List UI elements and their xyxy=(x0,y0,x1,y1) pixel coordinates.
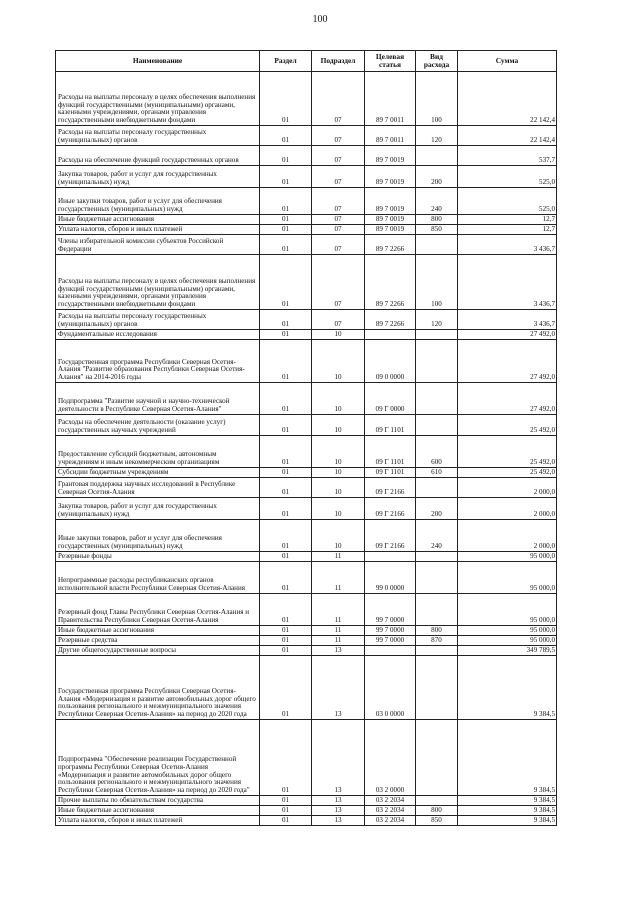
row-expense-type-cell: 600 xyxy=(416,436,458,468)
row-target-article-cell: 99 7 0000 xyxy=(365,636,416,646)
row-target-article-cell: 89 7 0011 xyxy=(365,72,416,126)
row-amount-cell: 3 436,7 xyxy=(458,255,557,310)
header-target-article: Целевая статья xyxy=(365,51,416,72)
row-section-cell: 01 xyxy=(260,478,312,498)
row-target-article-cell: 09 Г 1101 xyxy=(365,436,416,468)
row-subsection-cell: 13 xyxy=(312,646,365,656)
row-target-article-cell: 03 2 2034 xyxy=(365,796,416,806)
row-amount-cell: 537,7 xyxy=(458,146,557,166)
row-target-article-cell: 03 2 2034 xyxy=(365,806,416,816)
row-expense-type-cell: 100 xyxy=(416,72,458,126)
row-section-cell: 01 xyxy=(260,310,312,330)
row-amount-cell: 9 384,5 xyxy=(458,806,557,816)
row-target-article-cell: 09 Г 0000 xyxy=(365,383,416,415)
row-name-cell: Иные бюджетные ассигнования xyxy=(56,215,260,225)
row-name-cell: Расходы на выплаты персоналу государственных (муниципальных) органов xyxy=(56,310,260,330)
row-section-cell: 01 xyxy=(260,656,312,720)
row-expense-type-cell xyxy=(416,330,458,340)
row-section-cell: 01 xyxy=(260,126,312,146)
row-subsection-cell: 13 xyxy=(312,656,365,720)
row-expense-type-cell: 610 xyxy=(416,468,458,478)
table-row xyxy=(56,310,557,330)
row-target-article-cell: 89 7 2266 xyxy=(365,310,416,330)
row-expense-type-cell xyxy=(416,656,458,720)
row-name-cell: Уплата налогов, сборов и иных платежей xyxy=(56,816,260,826)
row-expense-type-cell xyxy=(416,796,458,806)
row-subsection-cell: 07 xyxy=(312,215,365,225)
table-row xyxy=(56,255,557,310)
table-row xyxy=(56,594,557,626)
row-amount-cell: 27 492,0 xyxy=(458,383,557,415)
row-expense-type-cell: 850 xyxy=(416,225,458,235)
row-amount-cell: 9 384,5 xyxy=(458,656,557,720)
row-amount-cell: 349 789,5 xyxy=(458,646,557,656)
table-row xyxy=(56,166,557,188)
row-target-article-cell: 03 0 0000 xyxy=(365,656,416,720)
table-row xyxy=(56,383,557,415)
table-row xyxy=(56,562,557,594)
row-target-article-cell: 89 7 2266 xyxy=(365,235,416,255)
table-row xyxy=(56,806,557,816)
table-row xyxy=(56,235,557,255)
table-row xyxy=(56,626,557,636)
row-name-cell: Члены избирательной комиссии субъектов Российской Федерации xyxy=(56,235,260,255)
row-section-cell: 01 xyxy=(260,255,312,310)
table-row xyxy=(56,646,557,656)
table-row xyxy=(56,796,557,806)
table-row xyxy=(56,816,557,826)
row-expense-type-cell xyxy=(416,478,458,498)
row-name-cell: Другие общегосударственные вопросы xyxy=(56,646,260,656)
row-amount-cell: 2 000,0 xyxy=(458,520,557,552)
page-number: 100 xyxy=(312,14,328,25)
row-expense-type-cell xyxy=(416,235,458,255)
row-amount-cell: 9 384,5 xyxy=(458,796,557,806)
row-name-cell: Иные закупки товаров, работ и услуг для обеспечения государственных (муниципальных) нужд xyxy=(56,520,260,552)
row-name-cell: Предоставление субсидий бюджетным, автономным учреждениям и иным некоммерческим организациям xyxy=(56,436,260,468)
row-name-cell: Иные бюджетные ассигнования xyxy=(56,806,260,816)
row-name-cell: Грантовая поддержка научных исследований в Республике Северная Осетия-Алания xyxy=(56,478,260,498)
row-amount-cell: 2 000,0 xyxy=(458,498,557,520)
row-subsection-cell: 13 xyxy=(312,806,365,816)
row-name-cell: Расходы на обеспечение функций государственных органов xyxy=(56,146,260,166)
row-target-article-cell xyxy=(365,330,416,340)
table-row xyxy=(56,720,557,796)
row-section-cell: 01 xyxy=(260,383,312,415)
row-amount-cell: 3 436,7 xyxy=(458,235,557,255)
row-amount-cell: 525,0 xyxy=(458,188,557,215)
row-name-cell: Расходы на выплаты персоналу государственных (муниципальных) органов xyxy=(56,126,260,146)
row-subsection-cell: 07 xyxy=(312,255,365,310)
table-row xyxy=(56,552,557,562)
row-section-cell: 01 xyxy=(260,468,312,478)
row-amount-cell: 3 436,7 xyxy=(458,310,557,330)
table-header-row xyxy=(56,51,557,72)
row-subsection-cell: 10 xyxy=(312,383,365,415)
row-subsection-cell: 10 xyxy=(312,415,365,436)
row-section-cell: 01 xyxy=(260,436,312,468)
row-name-cell: Расходы на обеспечение деятельности (оказание услуг) государственных научных учреждений xyxy=(56,415,260,436)
row-expense-type-cell: 800 xyxy=(416,806,458,816)
row-target-article-cell: 09 Г 2166 xyxy=(365,478,416,498)
row-section-cell: 01 xyxy=(260,166,312,188)
row-name-cell: Субсидии бюджетным учреждениям xyxy=(56,468,260,478)
row-amount-cell: 22 142,4 xyxy=(458,126,557,146)
row-subsection-cell: 07 xyxy=(312,188,365,215)
row-section-cell: 01 xyxy=(260,520,312,552)
row-amount-cell: 95 000,0 xyxy=(458,562,557,594)
row-name-cell: Резервный фонд Главы Республики Северная Осетия-Алания и Правительства Республики Северная Осетия-Алания xyxy=(56,594,260,626)
row-subsection-cell: 10 xyxy=(312,340,365,383)
row-subsection-cell: 10 xyxy=(312,436,365,468)
row-section-cell: 01 xyxy=(260,636,312,646)
row-target-article-cell: 99 0 0000 xyxy=(365,562,416,594)
row-amount-cell: 22 142,4 xyxy=(458,72,557,126)
row-section-cell: 01 xyxy=(260,340,312,383)
table-row xyxy=(56,436,557,468)
row-subsection-cell: 11 xyxy=(312,562,365,594)
row-subsection-cell: 11 xyxy=(312,594,365,626)
row-amount-cell: 25 492,0 xyxy=(458,415,557,436)
row-target-article-cell: 09 0 0000 xyxy=(365,340,416,383)
row-name-cell: Резервные средства xyxy=(56,636,260,646)
row-subsection-cell: 07 xyxy=(312,72,365,126)
row-expense-type-cell xyxy=(416,415,458,436)
row-amount-cell: 12,7 xyxy=(458,215,557,225)
row-section-cell: 01 xyxy=(260,415,312,436)
table-row xyxy=(56,656,557,720)
table-row xyxy=(56,146,557,166)
row-amount-cell: 9 384,5 xyxy=(458,816,557,826)
row-section-cell: 01 xyxy=(260,816,312,826)
row-section-cell: 01 xyxy=(260,646,312,656)
row-target-article-cell: 09 Г 2166 xyxy=(365,498,416,520)
row-expense-type-cell: 240 xyxy=(416,520,458,552)
row-subsection-cell: 13 xyxy=(312,816,365,826)
row-expense-type-cell: 100 xyxy=(416,255,458,310)
row-name-cell: Расходы на выплаты персоналу в целях обеспечения выполнения функций государственными (муниципальными) органами, казенными учреждениями, органами управления государственными внебюджетными фондами xyxy=(56,255,260,310)
row-target-article-cell: 03 2 2034 xyxy=(365,816,416,826)
table-row xyxy=(56,72,557,126)
row-section-cell: 01 xyxy=(260,235,312,255)
row-amount-cell: 2 000,0 xyxy=(458,478,557,498)
table-body xyxy=(56,72,557,826)
row-subsection-cell: 11 xyxy=(312,552,365,562)
row-subsection-cell: 10 xyxy=(312,498,365,520)
row-name-cell: Государственная программа Республики Северная Осетия-Алания «Модернизация и развитие автомобильных дорог общего пользования регионального и межмуниципального значения Республики Северная Осетия-Алания» на период до 2020 года xyxy=(56,656,260,720)
row-section-cell: 01 xyxy=(260,562,312,594)
row-amount-cell: 95 000,0 xyxy=(458,636,557,646)
row-target-article-cell: 89 7 2266 xyxy=(365,255,416,310)
row-amount-cell: 12,7 xyxy=(458,225,557,235)
row-expense-type-cell: 800 xyxy=(416,626,458,636)
row-section-cell: 01 xyxy=(260,188,312,215)
row-target-article-cell: 89 7 0019 xyxy=(365,225,416,235)
row-name-cell: Государственная программа Республики Северная Осетия-Алания "Развитие образования Республики Северная Осетия-Алания" на 2014-2016 годы xyxy=(56,340,260,383)
row-target-article-cell: 03 2 0000 xyxy=(365,720,416,796)
row-name-cell: Подпрограмма "Развитие научной и научно-технической деятельности в Республике Северная Осетия-Алания" xyxy=(56,383,260,415)
row-expense-type-cell: 120 xyxy=(416,126,458,146)
row-amount-cell: 95 000,0 xyxy=(458,626,557,636)
row-amount-cell: 525,0 xyxy=(458,166,557,188)
table-row xyxy=(56,225,557,235)
row-expense-type-cell xyxy=(416,562,458,594)
table-row xyxy=(56,188,557,215)
row-target-article-cell: 09 Г 1101 xyxy=(365,415,416,436)
row-target-article-cell xyxy=(365,646,416,656)
budget-table xyxy=(55,50,557,826)
row-target-article-cell xyxy=(365,552,416,562)
header-subsection: Подраздел xyxy=(312,51,365,72)
row-name-cell: Фундаментальные исследования xyxy=(56,330,260,340)
row-name-cell: Непрограммные расходы республиканских органов исполнительной власти Республики Северная Осетия-Алания xyxy=(56,562,260,594)
row-subsection-cell: 07 xyxy=(312,310,365,330)
row-name-cell: Резервные фонды xyxy=(56,552,260,562)
row-expense-type-cell: 850 xyxy=(416,816,458,826)
table-row xyxy=(56,215,557,225)
row-name-cell: Уплата налогов, сборов и иных платежей xyxy=(56,225,260,235)
row-amount-cell: 27 492,0 xyxy=(458,340,557,383)
table-row xyxy=(56,498,557,520)
row-subsection-cell: 10 xyxy=(312,478,365,498)
row-subsection-cell: 10 xyxy=(312,520,365,552)
table-row xyxy=(56,330,557,340)
row-expense-type-cell: 800 xyxy=(416,215,458,225)
row-expense-type-cell: 120 xyxy=(416,310,458,330)
row-subsection-cell: 07 xyxy=(312,235,365,255)
row-subsection-cell: 07 xyxy=(312,166,365,188)
row-section-cell: 01 xyxy=(260,498,312,520)
header-expense-type: Вид расхода xyxy=(416,51,458,72)
row-target-article-cell: 89 7 0019 xyxy=(365,215,416,225)
row-subsection-cell: 07 xyxy=(312,225,365,235)
row-amount-cell: 95 000,0 xyxy=(458,594,557,626)
table-row xyxy=(56,468,557,478)
row-amount-cell: 27 492,0 xyxy=(458,330,557,340)
row-expense-type-cell xyxy=(416,552,458,562)
table-row xyxy=(56,415,557,436)
row-subsection-cell: 13 xyxy=(312,720,365,796)
row-expense-type-cell: 200 xyxy=(416,498,458,520)
table-row xyxy=(56,636,557,646)
row-expense-type-cell: 200 xyxy=(416,166,458,188)
row-name-cell: Иные бюджетные ассигнования xyxy=(56,626,260,636)
header-amount: Сумма xyxy=(458,51,557,72)
row-target-article-cell: 09 Г 1101 xyxy=(365,468,416,478)
row-section-cell: 01 xyxy=(260,225,312,235)
row-name-cell: Расходы на выплаты персоналу в целях обеспечения выполнения функций государственными (муниципальными) органами, казенными учреждениями, органами управления государственными внебюджетными фондами xyxy=(56,72,260,126)
row-amount-cell: 95 000,0 xyxy=(458,552,557,562)
row-target-article-cell: 89 7 0019 xyxy=(365,146,416,166)
header-name: Наименование xyxy=(56,51,260,72)
row-section-cell: 01 xyxy=(260,146,312,166)
row-section-cell: 01 xyxy=(260,626,312,636)
row-name-cell: Подпрограмма "Обеспечение реализации Государственной программы Республики Северная Осетия-Алания «Модернизация и развитие автомобильных дорог общего пользования регионального и межмуниципального значения Республики Северная Осетия-Алания» на период до 2020 года" xyxy=(56,720,260,796)
row-name-cell: Закупка товаров, работ и услуг для государственных (муниципальных) нужд xyxy=(56,498,260,520)
row-amount-cell: 25 492,0 xyxy=(458,436,557,468)
row-target-article-cell: 09 Г 2166 xyxy=(365,520,416,552)
row-target-article-cell: 89 7 0019 xyxy=(365,188,416,215)
row-expense-type-cell xyxy=(416,646,458,656)
row-target-article-cell: 99 7 0000 xyxy=(365,594,416,626)
row-expense-type-cell: 870 xyxy=(416,636,458,646)
table-row xyxy=(56,520,557,552)
row-target-article-cell: 89 7 0011 xyxy=(365,126,416,146)
row-subsection-cell: 11 xyxy=(312,636,365,646)
header-section: Раздел xyxy=(260,51,312,72)
row-expense-type-cell xyxy=(416,383,458,415)
row-name-cell: Иные закупки товаров, работ и услуг для обеспечения государственных (муниципальных) нужд xyxy=(56,188,260,215)
row-amount-cell: 25 492,0 xyxy=(458,468,557,478)
row-subsection-cell: 07 xyxy=(312,146,365,166)
row-subsection-cell: 07 xyxy=(312,126,365,146)
row-name-cell: Прочие выплаты по обязательствам государства xyxy=(56,796,260,806)
row-section-cell: 01 xyxy=(260,720,312,796)
table-row xyxy=(56,126,557,146)
row-expense-type-cell xyxy=(416,720,458,796)
row-amount-cell: 9 384,5 xyxy=(458,720,557,796)
row-expense-type-cell xyxy=(416,594,458,626)
row-section-cell: 01 xyxy=(260,552,312,562)
row-target-article-cell: 89 7 0019 xyxy=(365,166,416,188)
row-subsection-cell: 10 xyxy=(312,468,365,478)
row-name-cell: Закупка товаров, работ и услуг для государственных (муниципальных) нужд xyxy=(56,166,260,188)
row-section-cell: 01 xyxy=(260,330,312,340)
row-subsection-cell: 13 xyxy=(312,796,365,806)
row-section-cell: 01 xyxy=(260,215,312,225)
row-expense-type-cell xyxy=(416,146,458,166)
table-row xyxy=(56,478,557,498)
table-row xyxy=(56,340,557,383)
row-subsection-cell: 11 xyxy=(312,626,365,636)
row-expense-type-cell xyxy=(416,340,458,383)
row-section-cell: 01 xyxy=(260,806,312,816)
row-target-article-cell: 99 7 0000 xyxy=(365,626,416,636)
row-subsection-cell: 10 xyxy=(312,330,365,340)
row-section-cell: 01 xyxy=(260,72,312,126)
row-section-cell: 01 xyxy=(260,594,312,626)
row-section-cell: 01 xyxy=(260,796,312,806)
row-expense-type-cell: 240 xyxy=(416,188,458,215)
